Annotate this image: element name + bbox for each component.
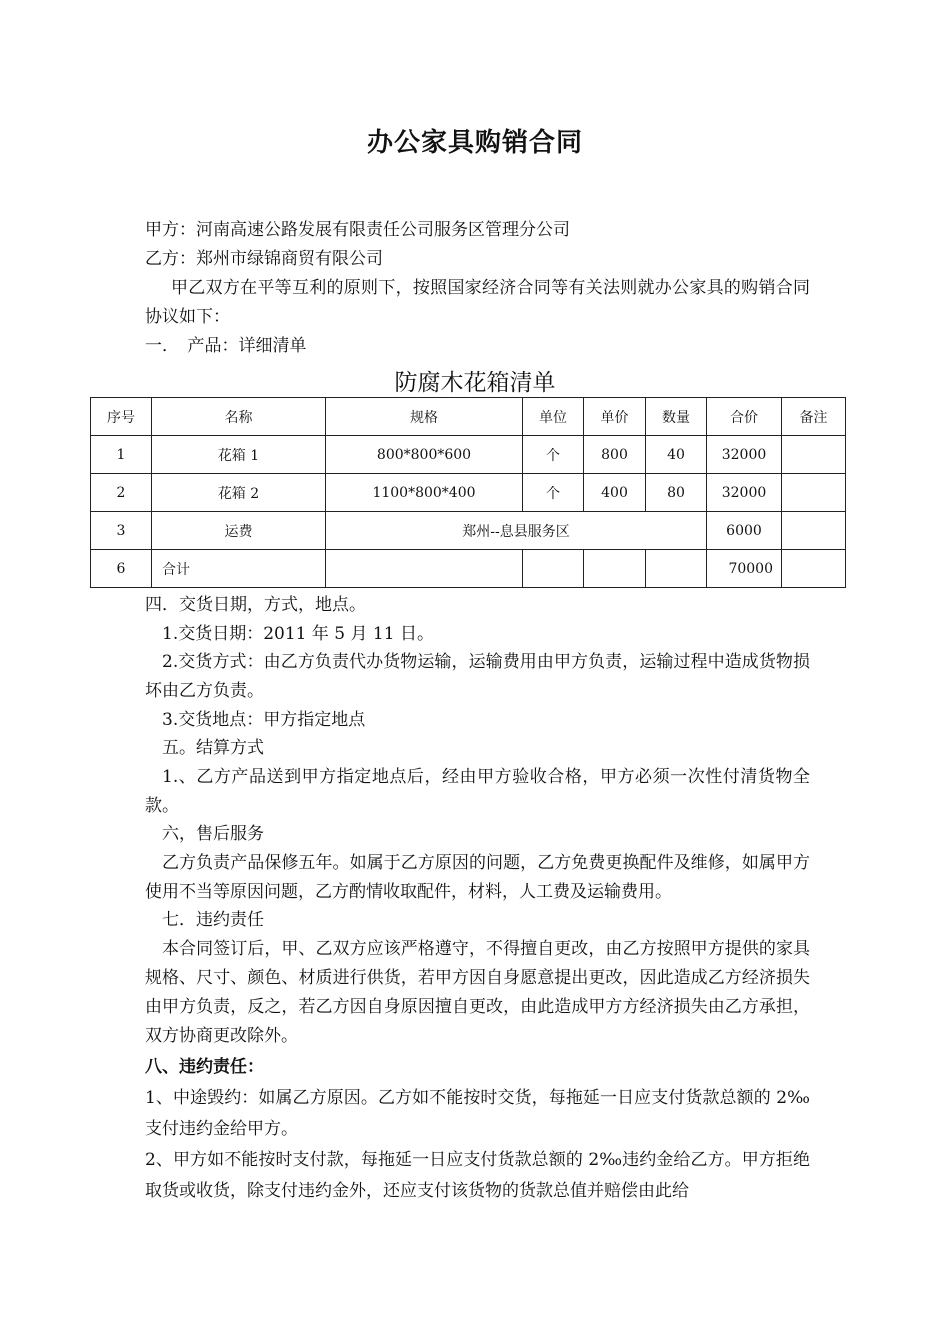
breach-item-1: 1、中途毁约：如属乙方原因。乙方如不能按时交货，每拖延一日应支付货款总额的 2‰支付违约金给甲方。 (145, 1088, 810, 1139)
cell-note (782, 512, 846, 550)
section-1-heading: 一． 产品：详细清单 (145, 336, 307, 356)
cell-route: 郑州--息县服务区 (326, 512, 707, 550)
cell-name: 运费 (152, 512, 326, 550)
cell-note (782, 474, 846, 512)
page-title: 办公家具购销合同 (366, 128, 583, 158)
delivery-place: 3.交货地点：甲方指定地点 (162, 710, 366, 730)
cell-qty: 40 (646, 436, 707, 474)
cell-note (782, 550, 846, 588)
after-sales-text: 乙方负责产品保修五年。如属于乙方原因的问题，乙方免费更换配件及维修，如属甲方使用不当等原因问题，乙方酌情收取配件，材料，人工费及运输费用。 (145, 853, 810, 902)
delivery-date: 1.交货日期：2011 年 5 月 11 日。 (162, 624, 434, 644)
cell-spec: 1100*800*400 (326, 474, 523, 512)
cell-qty: 80 (646, 474, 707, 512)
settlement-item: 1.、乙方产品送到甲方指定地点后，经由甲方验收合格，甲方必须一次性付清货物全款。 (145, 767, 810, 816)
header-cell: 名称 (152, 398, 326, 436)
cell-note (782, 436, 846, 474)
table-header-row (91, 398, 846, 436)
header-cell: 序号 (91, 398, 152, 436)
section-6-heading: 六，售后服务 (162, 824, 264, 844)
cell-no: 2 (91, 474, 152, 512)
cell-name: 花箱 1 (152, 436, 326, 474)
party-a: 甲方：河南高速公路发展有限责任公司服务区管理分公司 (145, 220, 570, 240)
product-table (90, 397, 846, 588)
delivery-method: 2.交货方式：由乙方负责代办货物运输，运输费用由甲方负责，运输过程中造成货物损坏由乙方负责。 (145, 652, 810, 701)
cell-total: 32000 (707, 436, 782, 474)
cell-sum-label: 合计 (152, 550, 326, 588)
cell-empty (326, 550, 523, 588)
cell-empty (584, 550, 646, 588)
cell-name: 花箱 2 (152, 474, 326, 512)
header-cell: 规格 (326, 398, 523, 436)
section-8-heading: 八、违约责任： (145, 1057, 264, 1077)
cell-price: 400 (584, 474, 646, 512)
cell-no: 6 (91, 550, 152, 588)
table-row-sum (91, 550, 846, 588)
table-row-freight (91, 512, 846, 550)
section-7-heading: 七．违约责任 (162, 910, 264, 930)
cell-empty (523, 550, 584, 588)
cell-sum-total: 70000 (707, 550, 782, 588)
cell-total: 32000 (707, 474, 782, 512)
table-row (91, 474, 846, 512)
cell-total: 6000 (707, 512, 782, 550)
header-cell: 合价 (707, 398, 782, 436)
cell-spec: 800*800*600 (326, 436, 523, 474)
header-cell: 数量 (646, 398, 707, 436)
header-cell: 备注 (782, 398, 846, 436)
cell-no: 1 (91, 436, 152, 474)
breach-item-2: 2、甲方如不能按时支付款，每拖延一日应支付货款总额的 2‰违约金给乙方。甲方拒绝取货或收货，除支付违约金外，还应支付该货物的货款总值并赔偿由此给 (145, 1150, 810, 1201)
breach-text: 本合同签订后，甲、乙双方应该严格遵守，不得擅自更改，由乙方按照甲方提供的家具规格、尺寸、颜色、材质进行供货，若甲方因自身愿意提出更改，因此造成乙方经济损失由甲方负责，反之，若乙方因自身原因擅自更改，由此造成甲方方经济损失由乙方承担，双方协商更改除外。 (145, 939, 810, 1046)
table-row (91, 436, 846, 474)
cell-no: 3 (91, 512, 152, 550)
table-title: 防腐木花箱清单 (394, 370, 556, 396)
cell-unit: 个 (523, 436, 584, 474)
section-4-heading: 四．交货日期，方式，地点。 (145, 595, 366, 615)
cell-empty (646, 550, 707, 588)
section-5-heading: 五。结算方式 (162, 738, 264, 758)
header-cell: 单价 (584, 398, 646, 436)
header-cell: 单位 (523, 398, 584, 436)
cell-price: 800 (584, 436, 646, 474)
cell-unit: 个 (523, 474, 584, 512)
party-b: 乙方：郑州市绿锦商贸有限公司 (145, 249, 383, 269)
intro-paragraph: 甲乙双方在平等互利的原则下，按照国家经济合同等有关法则就办公家具的购销合同协议如下： (145, 278, 810, 327)
